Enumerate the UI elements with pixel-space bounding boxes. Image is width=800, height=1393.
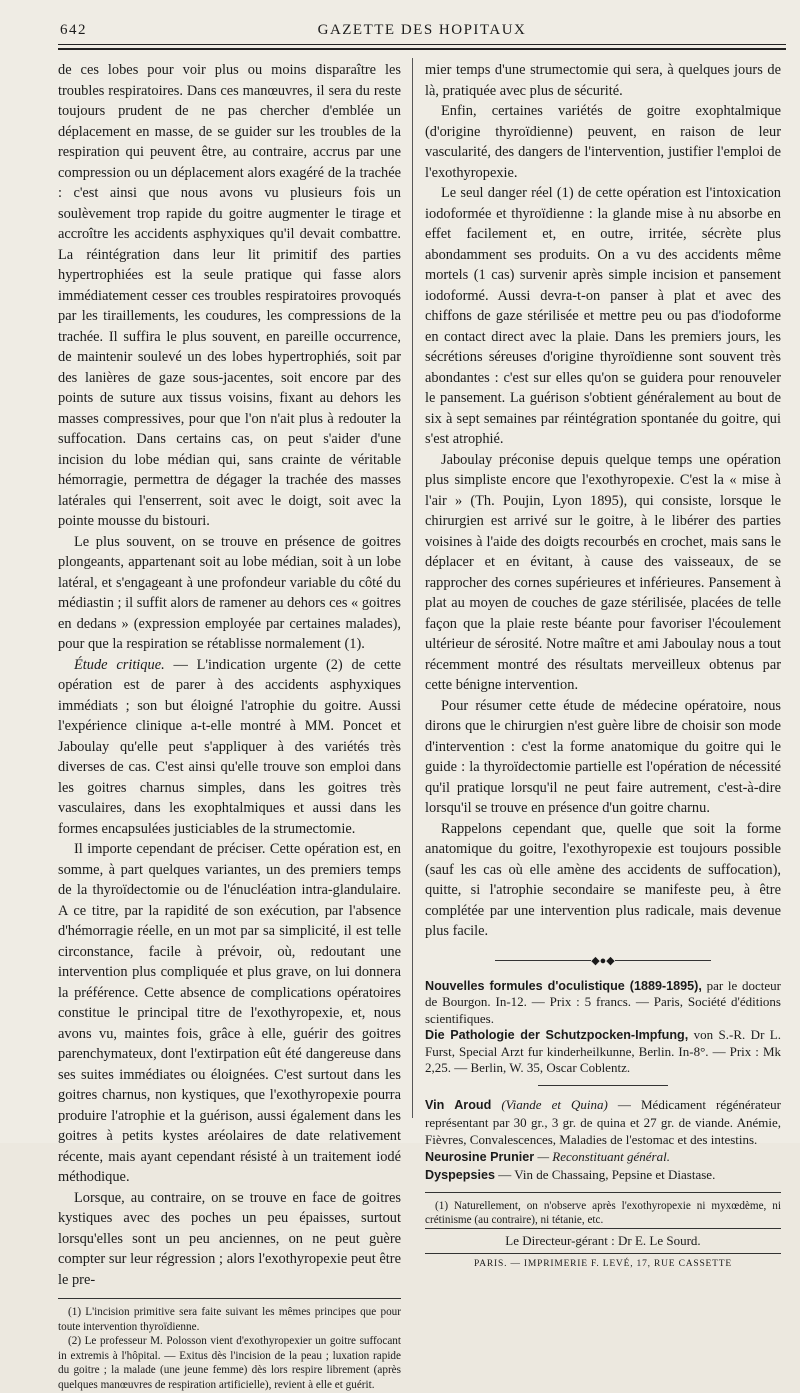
- paragraph: Enfin, certaines variétés de goitre exophtalmique (d'origine thyroïdienne) peuvent, en raison de leur vascularité, des dangers de l'intervention, justifier l'emploi de l'exothyropexie.: [425, 103, 781, 181]
- right-column: [425, 60, 781, 1275]
- paragraph: Lorsque, au contraire, on se trouve en face de goitres kystiques avec des poches un peu épaisses, surtout lorsqu'elles sont un peu anciennes, on ne peut guère compter sur leur régression ; alors l'exothyropexie peut être le pre-: [58, 1189, 401, 1288]
- column-divider: [412, 58, 413, 1118]
- paragraph: Le plus souvent, on se trouve en présence de goitres plongeants, appartenant soit au lobe médian, soit à un lobe latéral, et s'engageant à une profondeur variable du côté du médiastin ; il suffit alors de ramener au dehors ces « goitres en dedans » (expression employée par certaines malades), pour que la respiration se rétablisse normalement (1).: [58, 533, 402, 652]
- ad-text: — Médicament régénérateur représentant par 30 gr., 3 gr. de quina et 27 gr. de viande. Anémie, Fièvres, Convalescences, Maladies de l'estomac et des intestins.: [425, 1096, 781, 1147]
- footnote-rule: [425, 1192, 781, 1193]
- paragraph: de ces lobes pour voir plus ou moins disparaître les troubles respiratoires. Dans ces manœuvres, il sera du reste toujours prudent de ne pas chercher d'emblée un déplacement en masse, de se guider sur les troubles de la respiration qui peuvent être, au contraire, accrus par une compression ou un déplacement alors exagéré de la trachée : c'est ainsi que nous avons vu plusieurs fois un soulèvement trop rapide du goitre augmenter le tirage et accroître les accidents asphyxiques qu'il devait combattre. La réintégration dans leur lit primitif des parties hypertrophiées est la seule pratique qui fasse alors immédiatement cesser ces troubles respiratoires provoqués par les tiraillements, les coudures, les compressions de la trachée. Il suffira le plus souvent, en pareille occurrence, de maintenir soulevé un des lobes hypertrophiés, soit par des lanières de gaze sous-jacentes, soit encore par des points de suture aux tissus voisins, fixant au dehors les masses compressives, pour que l'on n'ait plus à redouter la suffocation. Dans certains cas, on peut s'aider d'une incision du lobe médian qui, sans crainte de véritable hémorragie, permettra de dégager la trachée des masses latérales qui l'enserrent, soit avec le doigt, soit avec la pointe mousse du bistouri.: [58, 62, 401, 529]
- ad-title: Vin Aroud: [425, 1097, 492, 1112]
- paragraph-text: — L'indication urgente (2) de cette opération est de parer à des accidents asphyxiques immédiats ; son but éloigné l'atrophie du goitre. Aussi l'expérience clinique a-t-elle montré à MM. Poncet et Jaboulay qu'elle peut s'appliquer à des variétés très diverses de cas. C'est ainsi qu'elle trouve son emploi dans les goitres charnus simples, dans les goitres très vasculaires, dans les exophtalmiques et aussi dans les formes encapsulées justiciables de la strumectomie.: [58, 656, 401, 837]
- book-title: Die Pathologie der Schutzpocken-Impfung,: [425, 1028, 689, 1042]
- paragraph: Rappelons cependant que, quelle que soit la forme anatomique du goitre, l'exothyropexie est toujours possible (sauf les cas où elle amène des accidents de suffocation), quitte, si l'atrophie secondaire se manifeste peu, à être complétée par une intervention plus radicale, mais devenue plus facile.: [425, 820, 781, 939]
- book-details: par le docteur de Bourgon. In-12. — Prix : 5 francs. — Paris, Société d'éditions scientifiques.: [425, 977, 782, 1026]
- page-header: [58, 20, 786, 42]
- left-column: [58, 60, 401, 1393]
- ad-title: Dyspepsies: [425, 1167, 496, 1182]
- ad-text: — Vin de Chassaing, Pepsine et Diastase.: [495, 1166, 716, 1182]
- header-rule-thick: [58, 48, 786, 50]
- section-rule: [538, 1085, 668, 1086]
- journal-title: GAZETTE DES HOPITAUX: [317, 22, 527, 38]
- section-heading: Étude critique.: [74, 656, 165, 673]
- paragraph: Le seul danger réel (1) de cette opération est l'intoxication iodoformée et thyroïdienne : la glande mise à nu absorbe en effet facilement et, en outre, irritée, sécrète plus abondamment ses produits. On a vu des accidents même mortels (1 cas) survenir après simple incision et pansement iodoformé. Aussi devra-t-on panser à plat et avec des chiffons de gaze stérilisée et mettre peu ou pas d'iodoforme en contact direct avec la plaie. Dans les premiers jours, les sécrétions séreuses d'origine thyroïdienne sont souvent très abondantes : c'est sur elles qu'on se guidera pour renouveler le pansement. La guérison s'obtient généralement au bout de six à sept semaines par réintégration spontanée du goitre, qui s'est atrophié.: [425, 185, 781, 447]
- ad-text: — Reconstituant général.: [534, 1148, 670, 1164]
- footnote-rule: [58, 1298, 401, 1299]
- paragraph: Pour résumer cette étude de médecine opératoire, nous dirons que le chirurgien n'est guère libre de choisir son mode d'intervention : c'est la forme anatomique du goitre qui le guide : la thyroïdectomie partielle est l'opération de nécessité qu'il pratique lorsqu'il ne peut faire autrement, c'est-à-dire lorsqu'il se trouve en présence d'un goitre charnu.: [425, 697, 781, 816]
- publisher-line: Le Directeur-gérant : Dr E. Le Sourd.: [425, 1228, 781, 1255]
- paragraph: Il importe cependant de préciser. Cette opération est, en somme, à part quelques variantes, un des premiers temps de la thyroïdectomie ou de l'énucléation intra-glandulaire. A ce titre, par la rapidité de son exécution, par l'absence d'hémorragie réelle, en un mot par sa simplicité, il est telle circonstance, facile à prévoir, où, redoutant une intervention plus compliquée et plus grave, on lui donnera la préférence. Cette absence de complications opératoires constitue le principal titre de l'exothyropexie, et, nous avons vu, maintes fois, grâce à elle, guérir des goitres parenchymateux, dont l'extirpation eût été dangereuse dans ses suites immédiates ou éloignées. C'est surtout dans les goitres charnus, non kystiques, que l'exothyropexie pourra produire l'atrophie et la guérison, aussi également dans les goitres à petits kystes aréolaires de date relativement récente, mais ayant cependant résisté à un traitement iodé méthodique.: [58, 841, 401, 1185]
- footnote: (2) Le professeur M. Polosson vient d'exothyropexier un goitre suffocant in extremis à l'hôpital. — Exitus dès l'incision de la peau ; luxation rapide du goitre ; la malade (une jeune femme) dès lors respire librement (après quelques manœuvres de respiration artificielle), revient à elle et guérit.: [58, 1335, 401, 1391]
- advertisement: [425, 1148, 781, 1166]
- advertisement: [425, 1096, 781, 1148]
- page-number: 642: [60, 22, 87, 38]
- book-title: Nouvelles formules d'oculistique (1889-1895),: [425, 978, 702, 993]
- footnote: (1) L'incision primitive sera faite suivant les mêmes principes que pour toute intervention thyroïdienne.: [58, 1306, 401, 1333]
- header-rule: [58, 44, 786, 45]
- footnote: (1) Naturellement, on n'observe après l'exothyropexie ni myxœdème, ni crétinisme (au contraire), ni tétanie, etc.: [425, 1199, 781, 1227]
- ornament-divider: ◆●◆: [425, 954, 781, 968]
- book-notice: [425, 978, 781, 1028]
- ad-subtitle: (Viande et Quina): [491, 1096, 608, 1112]
- book-notice: [425, 1027, 781, 1077]
- paragraph: Jaboulay préconise depuis quelque temps une opération plus simpliste encore que l'exothyropexie. C'est la « mise à l'air » (Th. Poujin, Lyon 1895), qui consiste, lorsque le chirurgien est arrivé sur le goitre, à le libérer des parties voisines à l'aide des doigts recourbés en crochet, mais sans le déplacer et en évitant, à cause des vaisseaux, de se rapprocher des cornes supérieures et inférieures. Pansement à plat au moyen de couches de gaze stérilisée, placées de telle façon que la plaie reste béante pour favoriser l'écoulement ultérieur de sérosité. Notre maître et ami Jaboulay nous a tout récemment montré des résultats merveilleux obtenus par cette bénigne intervention.: [425, 451, 781, 693]
- book-details: von S.-R. Dr L. Furst, Special Arzt fur kinderheilkunne, Berlin. In-8°. — Prix : Mk 2,25. — Berlin, W. 35, Oscar Coblentz.: [425, 1027, 781, 1075]
- paragraph: mier temps d'une strumectomie qui sera, à quelques jours de là, pratiquée avec plus de sécurité.: [425, 62, 781, 99]
- advertisement: [425, 1166, 781, 1184]
- printer-imprint: PARIS. — IMPRIMERIE F. LEVÉ, 17, RUE CASSETTE: [474, 1259, 732, 1270]
- paragraph: [58, 655, 401, 840]
- ad-title: Neurosine Prunier: [425, 1149, 535, 1164]
